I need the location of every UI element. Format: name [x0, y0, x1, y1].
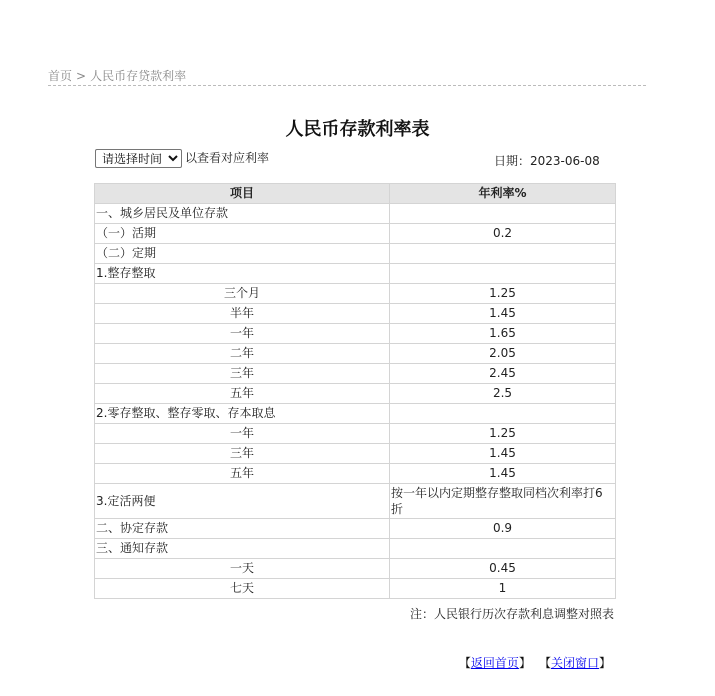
table-row — [95, 424, 616, 444]
row-rate: 0.9 — [390, 519, 616, 539]
date-display — [494, 152, 600, 169]
table-row — [95, 244, 616, 264]
row-item: 五年 — [95, 384, 390, 404]
table-row — [95, 519, 616, 539]
breadcrumb-home-link[interactable]: 首页 — [48, 69, 73, 83]
row-item: 1.整存整取 — [95, 264, 390, 284]
table-row — [95, 364, 616, 384]
row-rate: 1.45 — [390, 304, 616, 324]
table-row — [95, 404, 616, 424]
table-row — [95, 304, 616, 324]
table-row — [95, 284, 616, 304]
row-item: 三年 — [95, 364, 390, 384]
row-rate: 1.45 — [390, 444, 616, 464]
row-rate: 2.05 — [390, 344, 616, 364]
row-item: （二）定期 — [95, 244, 390, 264]
table-row — [95, 324, 616, 344]
table-row — [95, 464, 616, 484]
row-item: 一天 — [95, 559, 390, 579]
time-selector-row — [95, 148, 269, 168]
rate-table — [94, 183, 616, 599]
page-title: 人民币存款利率表 — [285, 119, 430, 140]
back-home-link[interactable]: 返回首页 — [470, 656, 519, 670]
row-rate: 1.45 — [390, 464, 616, 484]
close-window-link[interactable]: 关闭窗口 — [550, 656, 599, 670]
row-rate — [390, 204, 616, 224]
row-item: 二年 — [95, 344, 390, 364]
row-rate: 1 — [390, 579, 616, 599]
row-item: 半年 — [95, 304, 390, 324]
table-header-row — [95, 184, 616, 204]
breadcrumb — [48, 68, 646, 86]
table-row — [95, 204, 616, 224]
row-rate: 0.2 — [390, 224, 616, 244]
date-value: 2023-06-08 — [530, 154, 600, 168]
table-row — [95, 579, 616, 599]
header-item: 项目 — [95, 184, 390, 204]
table-row — [95, 444, 616, 464]
header-rate: 年利率% — [390, 184, 616, 204]
breadcrumb-separator: > — [76, 69, 87, 83]
row-rate: 0.45 — [390, 559, 616, 579]
row-item: 三个月 — [95, 284, 390, 304]
table-row — [95, 384, 616, 404]
bracket-open: 【 — [538, 656, 551, 670]
row-item: （一）活期 — [95, 224, 390, 244]
table-row — [95, 539, 616, 559]
row-item: 一、城乡居民及单位存款 — [95, 204, 390, 224]
bracket-close: 】 — [518, 656, 531, 670]
row-item: 七天 — [95, 579, 390, 599]
table-row — [95, 264, 616, 284]
row-item: 3.定活两便 — [95, 484, 390, 519]
table-row — [95, 484, 616, 519]
row-rate — [390, 404, 616, 424]
bracket-open: 【 — [458, 656, 471, 670]
row-rate: 1.65 — [390, 324, 616, 344]
row-rate: 按一年以内定期整存整取同档次利率打6折 — [390, 484, 616, 519]
row-rate — [390, 264, 616, 284]
row-item: 一年 — [95, 324, 390, 344]
table-row — [95, 344, 616, 364]
row-rate — [390, 244, 616, 264]
row-item: 二、协定存款 — [95, 519, 390, 539]
row-rate: 2.5 — [390, 384, 616, 404]
breadcrumb-current: 人民币存贷款利率 — [90, 69, 187, 83]
row-rate: 2.45 — [390, 364, 616, 384]
table-row — [95, 559, 616, 579]
row-rate: 1.25 — [390, 284, 616, 304]
table-row — [95, 224, 616, 244]
time-select[interactable] — [95, 149, 182, 168]
row-rate — [390, 539, 616, 559]
history-note-link[interactable]: 注：人民银行历次存款利息调整对照表 — [409, 607, 614, 621]
time-select-hint: 以查看对应利率 — [185, 151, 270, 165]
footer-links — [0, 654, 611, 671]
row-item: 2.零存整取、整存零取、存本取息 — [95, 404, 390, 424]
row-rate: 1.25 — [390, 424, 616, 444]
row-item: 五年 — [95, 464, 390, 484]
row-item: 三年 — [95, 444, 390, 464]
date-label: 日期： — [494, 154, 531, 168]
row-item: 一年 — [95, 424, 390, 444]
bracket-close: 】 — [598, 656, 611, 670]
row-item: 三、通知存款 — [95, 539, 390, 559]
